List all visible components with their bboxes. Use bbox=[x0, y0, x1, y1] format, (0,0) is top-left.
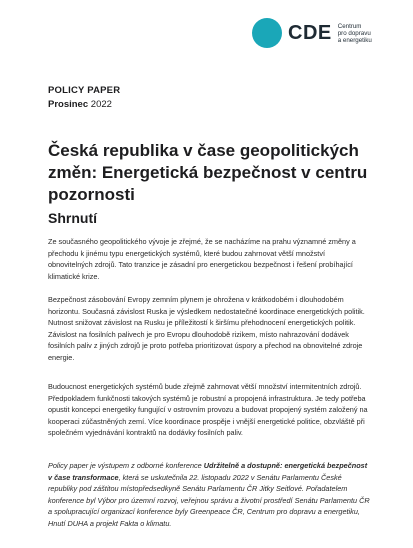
document-meta bbox=[48, 84, 120, 112]
p4-intro: Policy paper je výstupem z odborné konference bbox=[48, 461, 204, 470]
logo-sub-line-1: Centrum bbox=[337, 22, 362, 30]
date-month: Prosinec bbox=[48, 99, 89, 110]
logo-sub-line-2: pro dopravu bbox=[337, 29, 371, 37]
logo-subtitle bbox=[338, 23, 386, 44]
document-date bbox=[48, 98, 120, 112]
document-type: POLICY PAPER bbox=[48, 85, 121, 96]
logo-sub-line-3: a energetiku bbox=[337, 36, 372, 44]
cde-logo bbox=[252, 18, 386, 48]
document-title: Česká republika v čase geopolitických změn: Energetická bezpečnost v centru pozornosti bbox=[48, 141, 368, 204]
paragraph-3: Budoucnost energetických systémů bude zřejmě zahrnovat větší množství intermitentních zdrojů. Předpokladem funkčnosti takových systémů je robustní a propojená infrastruktura. Je tedy potřeba opustit koncepci energetiky fungující v ostrovním provozu a budovat propojený systém založený na kooperaci zúčastněných zemí. Více koordinace prospěje i vnější energetické politice, obzvláště při společném vyjednávání kontraktů na dodávky fosilních paliv. bbox=[48, 382, 368, 437]
paragraph-4 bbox=[48, 460, 370, 529]
p4-rest: , která se uskutečnila 22. listopadu 2022 v Senátu Parlamentu České republiky pod záštitou místopředsedkyně Senátu Parlamentu ČR Jitky Seitlové. Pořadatelem konference byl Výbor pro územní rozvoj, veřejnou správu a životní prostředí Senátu Parlamentu ČR a spolupracující organizací konference byly Greenpeace ČR, Centrum pro dopravu a energetiku, Hnutí DUHA a projekt Fakta o klimatu. bbox=[48, 472, 370, 528]
logo-text: CDE bbox=[288, 21, 332, 44]
paragraph-2: Bezpečnost zásobování Evropy zemním plynem je ohrožena v krátkodobém i dlouhodobém horizontu. Současná závislost Ruska je výsledkem nedostatečné koordinace energetických politik. Nutnost snižovat závislost na Rusku je příležitostí k širšímu přehodnocení energetických politik. Závislost na fosilních palivech je pro Evropu dlouhodobě rizikem, místo nahrazování dodávek fosilních paliv z jiných zdrojů je proto potřeba prioritizovat úspory a přechod na obnovitelné zdroje energie. bbox=[48, 295, 365, 362]
date-year: 2022 bbox=[90, 99, 112, 110]
section-heading: Shrnutí bbox=[48, 210, 97, 226]
p4-conference-name: Udržitelně a dostupně: energetická bezpečnost v čase transformace bbox=[48, 461, 368, 482]
paragraph-1: Ze současného geopolitického vývoje je zřejmé, že se nacházíme na prahu významné změny a přechodu k jinému typu energetických systémů, které budou zahrnovat větší množství obnovitelných zdrojů. Tato tranzice je zásadní pro energetickou bezpečnost i řešení probíhající klimatické krize. bbox=[48, 237, 356, 281]
cde-logo-icon bbox=[252, 18, 282, 48]
